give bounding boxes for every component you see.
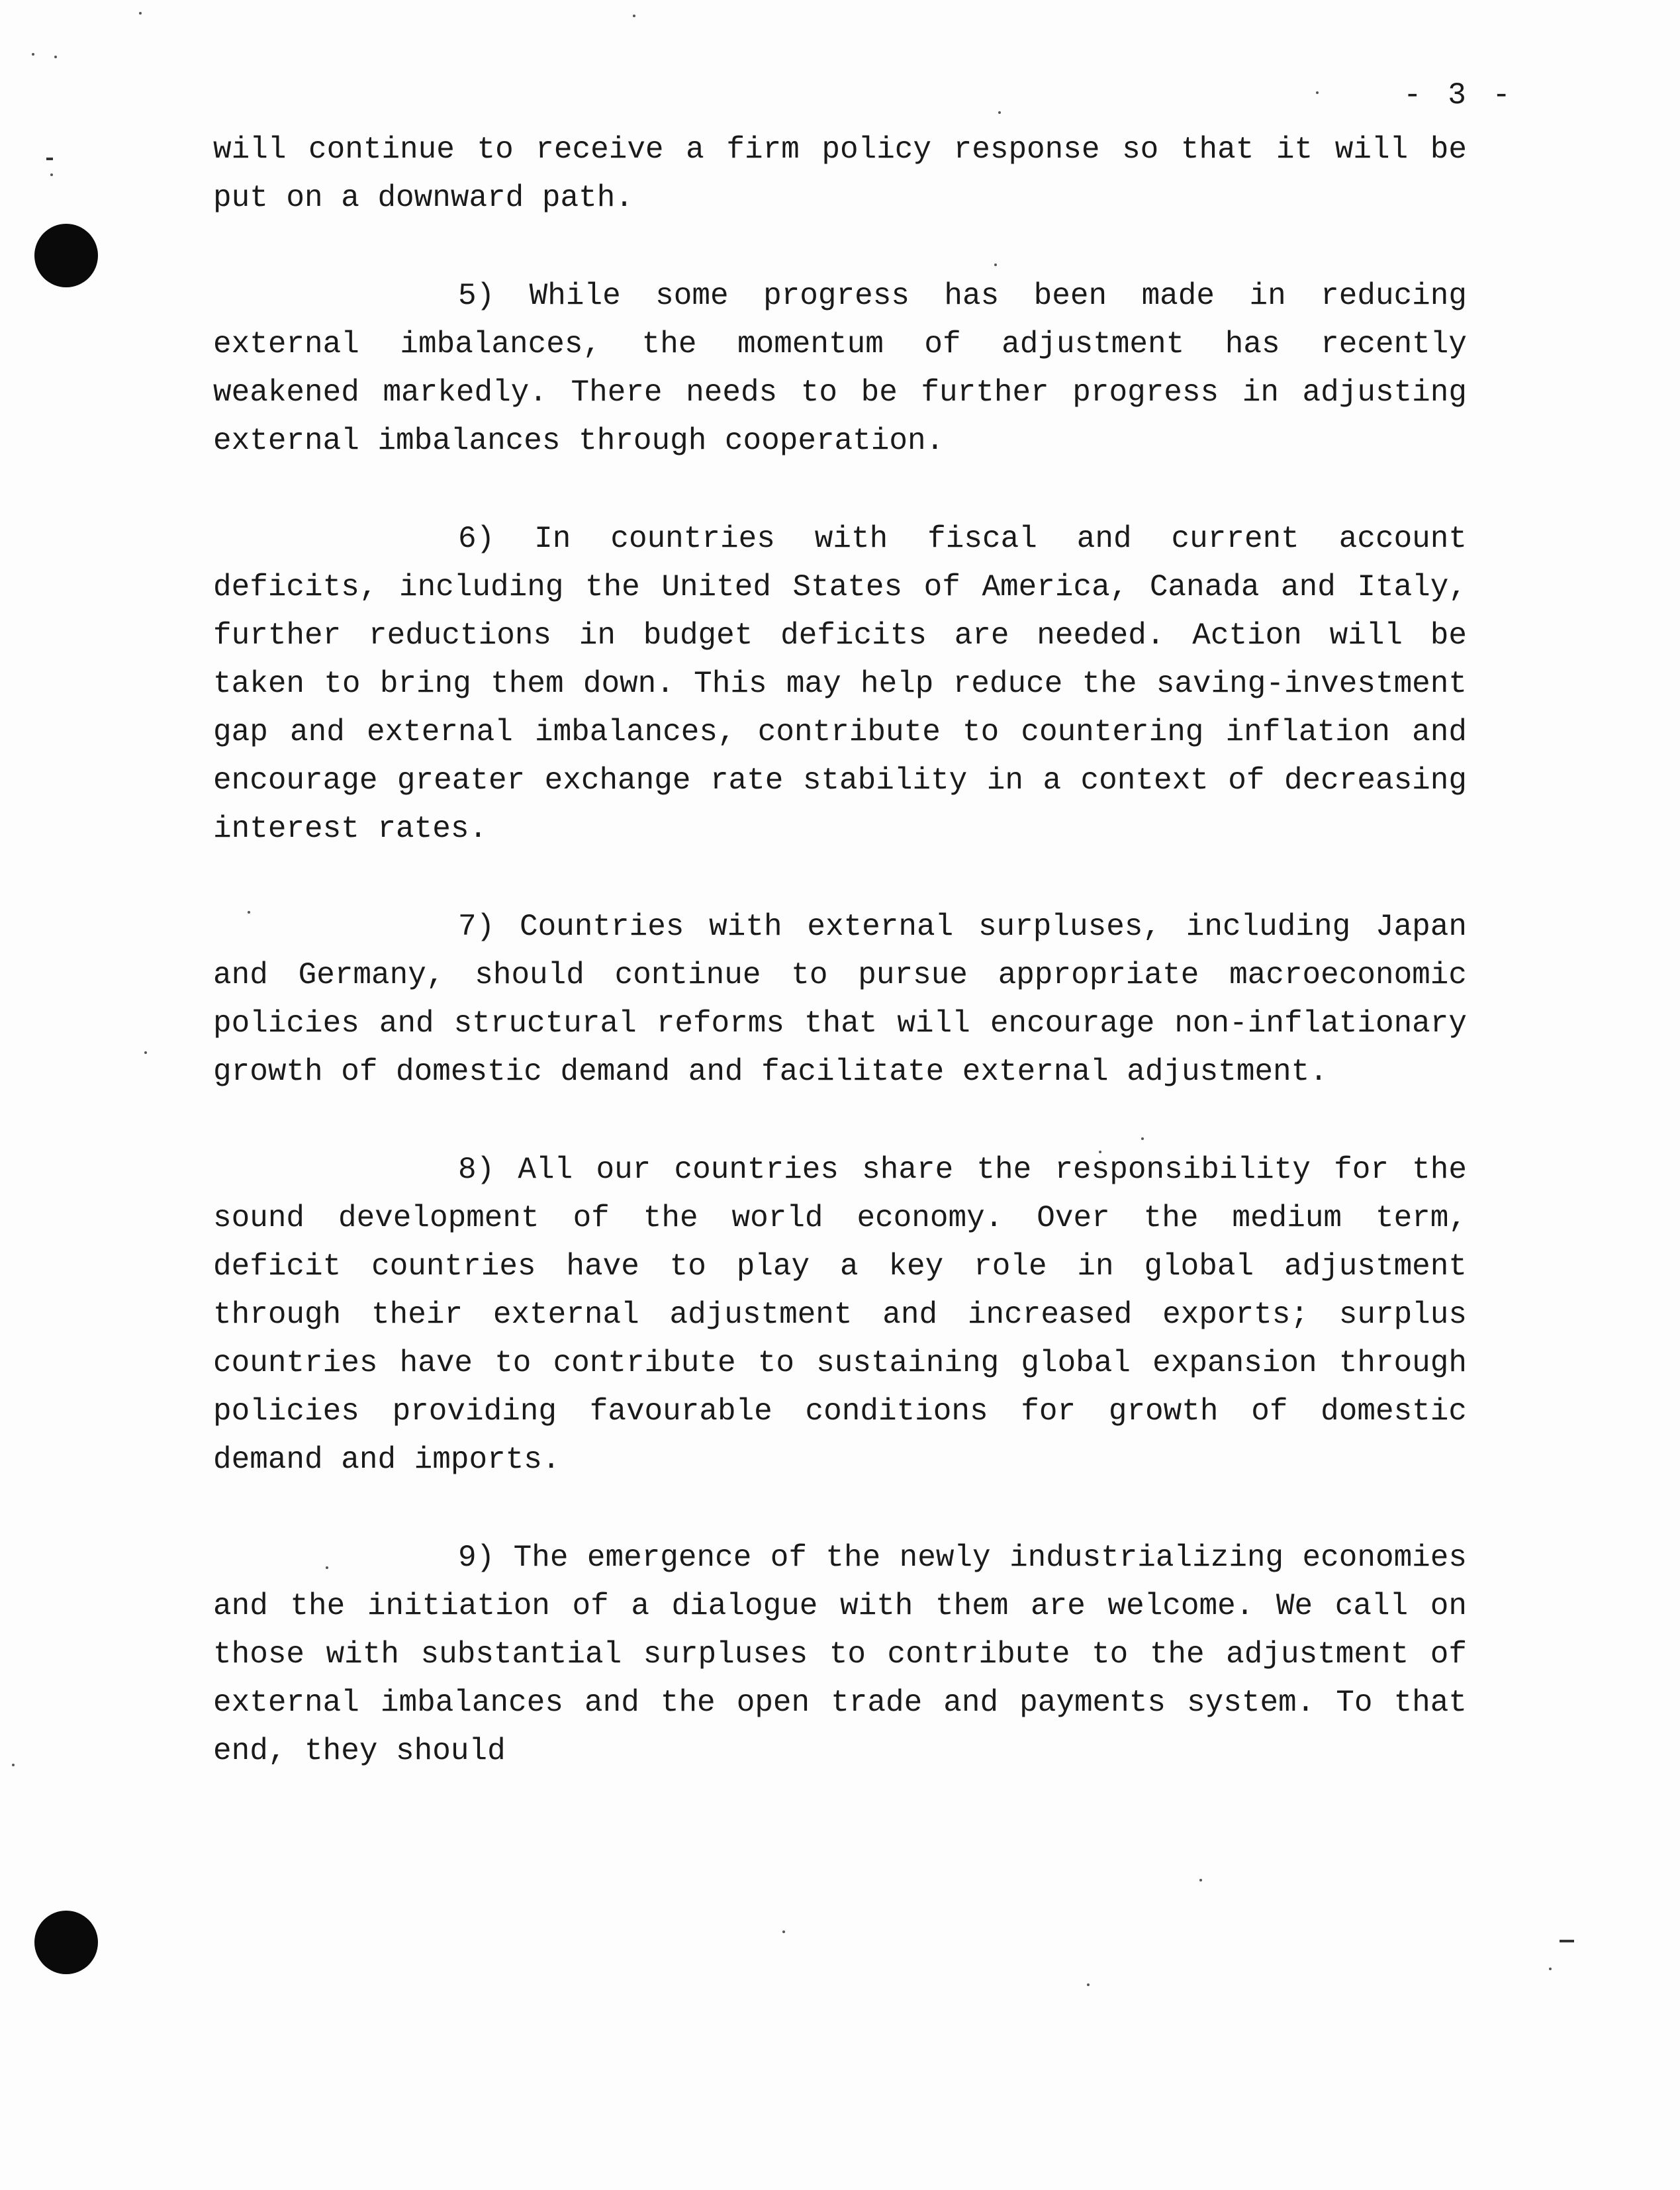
- scan-speck: [1316, 91, 1319, 94]
- paragraph-6: 6) In countries with fiscal and current account deficits, including the United States of America, Canada and Italy, further reductions in budget deficits are needed. Action will be taken to bring them down. This may help reduce the saving-investment gap and external imbalances, contribute to countering inflation and encourage greater exchange rate stability in a context of decreasing interest rates.: [213, 522, 1467, 846]
- scan-speck: [139, 12, 142, 15]
- body-text: [213, 126, 1467, 1825]
- page-number: - 3 -: [1403, 78, 1515, 113]
- paragraph-8: 8) All our countries share the responsibility for the sound development of the world economy. Over the medium term, deficit countries have to play a key role in global adjustment through their external adjustment and increased exports; surplus countries have to contribute to sustaining global expansion through policies providing favourable conditions for growth of domestic demand and imports.: [213, 1153, 1467, 1477]
- scan-mark: [1560, 1940, 1574, 1942]
- paragraph-continuation: will continue to receive a firm policy response so that it will be put on a downward path.: [213, 132, 1467, 215]
- scan-speck: [32, 53, 34, 56]
- paragraph-7: 7) Countries with external surpluses, including Japan and Germany, should continue to pursue appropriate macroeconomic policies and structural reforms that will encourage non-inflationary growth of domestic demand and facilitate external adjustment.: [213, 910, 1467, 1089]
- punch-hole-top: [34, 224, 98, 287]
- punch-hole-bottom: [34, 1911, 98, 1974]
- paragraph-9: 9) The emergence of the newly industrializing economies and the initiation of a dialogue with them are welcome. We call on those with substantial surpluses to contribute to the adjustment of external imbalances and the open trade and payments system. To that end, they should: [213, 1541, 1467, 1768]
- scan-speck: [998, 111, 1001, 114]
- scan-speck: [782, 1930, 785, 1933]
- scan-speck: [1549, 1968, 1552, 1970]
- scan-speck: [1199, 1879, 1202, 1881]
- scan-mark: [46, 158, 53, 160]
- scan-speck: [1087, 1983, 1090, 1986]
- scan-speck: [144, 1051, 147, 1054]
- scan-speck: [50, 173, 53, 176]
- paragraph-5: 5) While some progress has been made in reducing external imbalances, the momentum of adjustment has recently weakened markedly. There needs to be further progress in adjusting external imbalances through cooperation.: [213, 279, 1467, 458]
- scan-speck: [633, 15, 635, 17]
- scan-speck: [54, 56, 57, 58]
- scan-speck: [12, 1764, 15, 1766]
